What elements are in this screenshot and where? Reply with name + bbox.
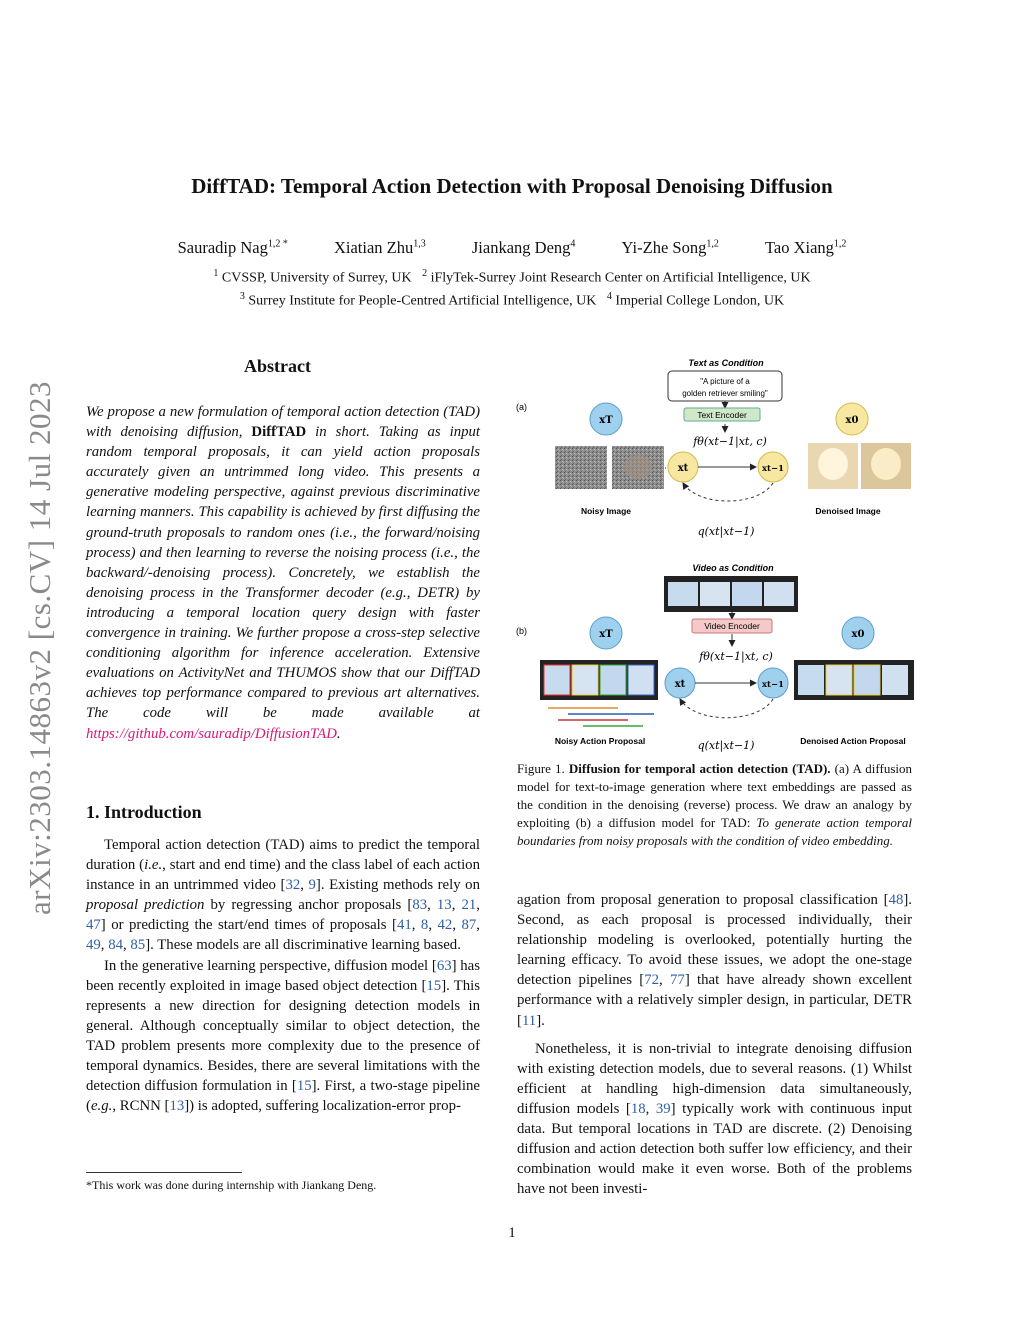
video-encoder-label: Video Encoder	[704, 621, 760, 631]
abstract-body: We propose a new formulation of temporal action detection (TAD) with denoising diffusion, DiffTAD in short. Taking as input random temporal proposals, it can yield action proposals accurately given an untrimmed long video. This presents a generative modeling perspective, against previous discriminative learning manners. This capability is achieved by first diffusing the ground-truth proposals to random ones (i.e., the forward/noising process) and then learning to reverse the noising process (i.e., the backward/-denoising process). Concretely, we establish the denoising process in the Transformer decoder (e.g., DETR) by introducing a temporal location query design with faster convergence in training. We further propose a cross-step selective conditioning algorithm for inference acceleration. Extensive evaluations on ActivityNet and THUMOS show that our DiffTAD achieves top performance compared to previous art alternatives. The code will be made available at https://github.com/sauradip/DiffusionTAD.	[86, 404, 480, 742]
q-label: q(xt|xt−1)	[697, 525, 755, 538]
citation-link[interactable]: 15	[426, 977, 442, 994]
citation-link[interactable]: 83	[412, 897, 428, 914]
author: Sauradip Nag$^{1,2 *}$	[177, 238, 288, 257]
citation-link[interactable]: 77	[670, 972, 685, 989]
noisy-image	[555, 446, 607, 489]
citation-link[interactable]: 49	[86, 937, 101, 954]
author: Jiankang Deng$^4$	[471, 238, 576, 257]
citation-link[interactable]: 13	[436, 897, 452, 914]
svg-text:xT: xT	[599, 415, 613, 426]
author: Xiatian Zhu$^{1,3}$	[333, 238, 426, 257]
citation-link[interactable]: 84	[108, 937, 123, 954]
citation-link[interactable]: 9	[308, 877, 316, 894]
citation-link[interactable]: 13	[169, 1098, 185, 1115]
citation-link[interactable]: 72	[644, 972, 659, 989]
citation-link[interactable]: 42	[437, 917, 453, 934]
affiliations-line-1: $^1$ CVSSP, University of Surrey, UK $^2$ iFlyTek-Surrey Joint Research Center on Artificial Intelligence, UK	[213, 268, 811, 286]
intro-text	[86, 835, 480, 1116]
citation-link[interactable]: 32	[285, 877, 301, 894]
author: Tao Xiang$^{1,2}$	[764, 238, 847, 257]
video-condition-title: Video as Condition	[692, 563, 774, 573]
citation-link[interactable]: 15	[296, 1078, 312, 1095]
f-theta-label: fθ(xt−1|xt, c)	[693, 435, 767, 448]
svg-text:x0: x0	[851, 629, 865, 640]
section-heading-introduction: 1. Introduction	[86, 802, 202, 822]
paragraph: agation from proposal generation to proposal classification [48]. Second, as each proposal is processed individually, their relationship modeling is overlooked, potentially hurting the learning efficacy. To avoid these issues, we adopt the one-stage detection pipelines [72, 77] that have already shown excellent performance with a relatively simpler design, in particular, DETR [11].	[517, 892, 912, 1029]
citation-link[interactable]: 11	[521, 1012, 537, 1029]
citation-link[interactable]: 39	[655, 1100, 671, 1117]
paragraph: Nonetheless, it is non-trivial to integrate denoising diffusion with existing detection models, due to several reasons. (1) Whilst efficient at handling high-dimension data simultaneously, diffusion models [18, 39] typically work with continuous input data. But temporal locations in TAD are discrete. (2) Denoising diffusion and action detection both suffer low efficiency, and their combination would make it even worse. Both of the problems have not been investi-	[517, 1040, 912, 1198]
denoised-proposal-caption: Denoised Action Proposal	[800, 736, 906, 746]
noisy-proposal-caption: Noisy Action Proposal	[554, 736, 646, 746]
citation-link[interactable]: 48	[888, 892, 904, 908]
author-list	[0, 238, 1024, 258]
affiliations-line-2: $^3$ Surrey Institute for People-Centred Artificial Intelligence, UK $^4$ Imperial College London, UK	[239, 291, 785, 309]
citation-link[interactable]: 8	[420, 917, 429, 934]
f-theta-label: fθ(xt−1|xt, c)	[699, 650, 773, 663]
paragraph: In the generative learning perspective, diffusion model [63] has been recently exploited in image based object detection [15]. This represents a new direction for designing detection models in general. Although conceptually similar to object detection, the TAD problem presents more complexity due to the presence of temporal dynamics. Besides, there are several limitations with the detection diffusion formulation in [15]. First, a two-stage pipeline (e.g., RCNN [13]) is adopted, suffering localization-error prop-	[86, 957, 480, 1115]
figure-1-diagram	[508, 352, 918, 752]
citation-link[interactable]: 18	[630, 1100, 646, 1117]
svg-text:xT: xT	[599, 629, 613, 640]
citation-link[interactable]: 63	[436, 957, 452, 974]
svg-text:xt: xt	[677, 463, 689, 474]
footnote-divider	[86, 1172, 242, 1173]
paper-title: DiffTAD: Temporal Action Detection with Proposal Denoising Diffusion	[191, 174, 833, 198]
right-column-text	[517, 890, 912, 1199]
citation-link[interactable]: 87	[461, 917, 477, 934]
noisy-image-caption: Noisy Image	[580, 506, 632, 516]
page-number: 1	[508, 1225, 516, 1241]
prompt-line: "A picture of a	[700, 377, 750, 386]
citation-link[interactable]: 47	[86, 917, 101, 934]
denoised-image-caption: Denoised Image	[815, 506, 881, 516]
abstract-heading: Abstract	[244, 356, 311, 376]
paragraph: Temporal action detection (TAD) aims to predict the temporal duration (i.e., start and end time) and the class label of each action instance in an untrimmed video [32, 9]. Existing methods rely on proposal prediction by regressing anchor proposals [83, 13, 21, 47] or predicting the start/end times of proposals [41, 8, 42, 87, 49, 84, 85]. These models are all discriminative learning based.	[86, 837, 480, 954]
citation-link[interactable]: 21	[461, 897, 477, 914]
figure-caption: Figure 1. Diffusion for temporal action detection (TAD). (a) A diffusion model for text-to-image generation where text embeddings are passed as the condition in the denoising (reverse) process. We draw an analogy by exploiting (b) a diffusion model for TAD: To generate action temporal boundaries from noisy proposals with the condition of video embedding.	[517, 761, 913, 848]
panel-b-label: (b)	[516, 626, 527, 636]
svg-text:xt: xt	[674, 679, 686, 690]
footnote: *This work was done during internship with Jiankang Deng.	[86, 1178, 377, 1192]
citation-link[interactable]: 85	[130, 937, 146, 954]
author: Yi-Zhe Song$^{1,2}$	[621, 238, 719, 257]
citation-link[interactable]: 41	[396, 917, 412, 934]
arxiv-stamp: arXiv:2303.14863v2 [cs.CV] 14 Jul 2023	[22, 381, 57, 915]
svg-text:xt−1: xt−1	[761, 464, 785, 474]
svg-text:xt−1: xt−1	[761, 680, 785, 690]
q-label: q(xt|xt−1)	[697, 739, 755, 752]
text-condition-title: Text as Condition	[688, 358, 764, 368]
panel-a-label: (a)	[516, 402, 527, 412]
code-link[interactable]: https://github.com/sauradip/DiffusionTAD	[86, 725, 337, 742]
text-encoder-label: Text Encoder	[697, 410, 747, 420]
svg-text:x0: x0	[845, 415, 859, 426]
prompt-line: golden retriever smiling"	[682, 389, 768, 398]
